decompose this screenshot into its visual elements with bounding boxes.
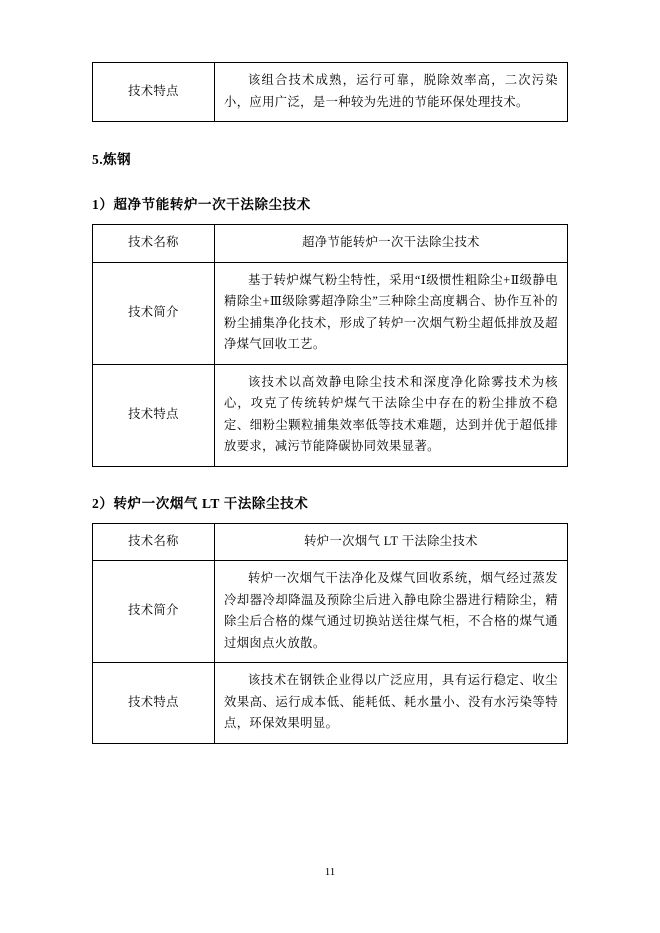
subsection-heading-1: 1）超净节能转炉一次干法除尘技术 — [92, 197, 311, 213]
row-content: 该技术在钢铁企业得以广泛应用，具有运行稳定、收尘效果高、运行成本低、能耗低、耗水量小、没有水污染等特点，环保效果明显。 — [215, 663, 568, 744]
row-label: 技术特点 — [93, 663, 215, 744]
row-label: 技术名称 — [93, 523, 215, 561]
table-row — [93, 225, 568, 263]
row-content: 该组合技术成熟，运行可靠，脱除效率高，二次污染小，应用广泛，是一种较为先进的节能环保处理技术。 — [215, 63, 568, 122]
row-label: 技术特点 — [93, 364, 215, 466]
row-content: 转炉一次烟气干法净化及煤气回收系统，烟气经过蒸发冷却器冷却降温及预除尘后进入静电除尘器进行精除尘，精除尘后合格的煤气通过切换站送往煤气柜，不合格的煤气通过烟囱点火放散。 — [215, 561, 568, 663]
section-heading-steelmaking: 5.炼钢 — [92, 152, 132, 168]
row-label: 技术名称 — [93, 225, 215, 263]
table-row — [93, 262, 568, 364]
row-content: 基于转炉煤气粉尘特性，采用“Ⅰ级惯性粗除尘+Ⅱ级静电精除尘+Ⅲ级除雾超净除尘”三种除尘高度耦合、协作互补的粉尘捕集净化技术，形成了转炉一次烟气粉尘超低排放及超净煤气回收工艺。 — [215, 262, 568, 364]
row-label: 技术特点 — [93, 63, 215, 122]
page-number: 11 — [324, 866, 336, 878]
table-row — [93, 561, 568, 663]
table-row — [93, 663, 568, 744]
table-lt-dry-dedusting — [92, 523, 568, 744]
row-content: 该技术以高效静电除尘技术和深度净化除雾技术为核心，攻克了传统转炉煤气干法除尘中存在的粉尘排放不稳定、细粉尘颗粒捕集效率低等技术难题，达到并优于超低排放要求，减污节能降碳协同效果显著。 — [215, 364, 568, 466]
subsection-heading-2: 2）转炉一次烟气 LT 干法除尘技术 — [92, 495, 309, 511]
table-ultra-clean-converter-dry-dedusting — [92, 224, 568, 467]
table-technical-features-top — [92, 62, 568, 122]
row-label: 技术简介 — [93, 561, 215, 663]
row-content: 超净节能转炉一次干法除尘技术 — [215, 225, 568, 263]
table-row — [93, 364, 568, 466]
table-row — [93, 63, 568, 122]
row-label: 技术简介 — [93, 262, 215, 364]
row-content: 转炉一次烟气 LT 干法除尘技术 — [215, 523, 568, 561]
table-row — [93, 523, 568, 561]
